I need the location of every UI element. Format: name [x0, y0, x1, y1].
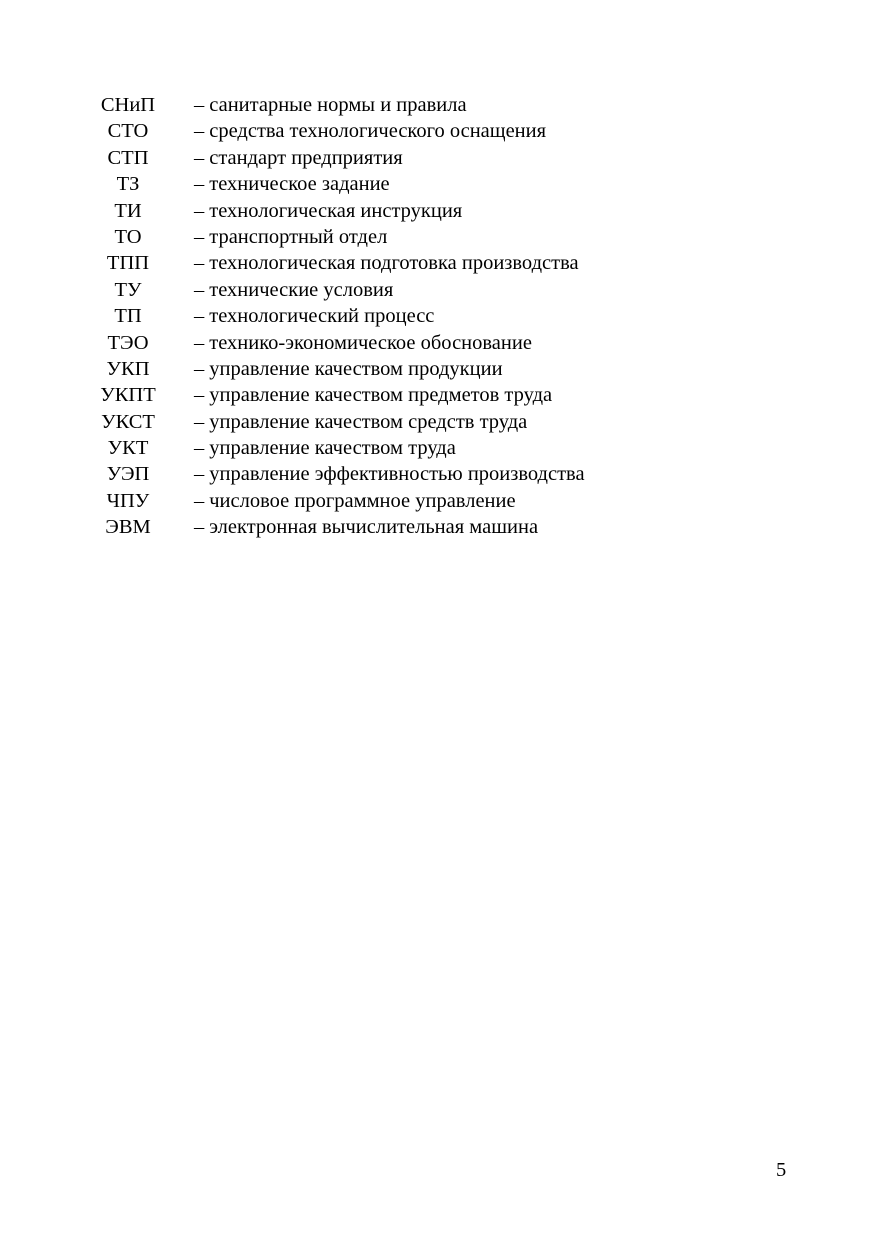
abbreviation-row [96, 118, 585, 144]
abbreviation-row [96, 461, 585, 487]
abbreviation-dash: – [194, 252, 205, 275]
abbreviation-dash: – [194, 437, 205, 460]
abbreviation-definition: управление качеством труда [209, 437, 456, 460]
abbreviation-row [96, 488, 585, 514]
abbreviation-dash: – [194, 146, 205, 169]
abbreviation-dash: – [194, 120, 205, 143]
abbreviation-code: УКСТ [101, 410, 155, 433]
abbreviation-row [96, 145, 585, 171]
abbreviation-definition: электронная вычислительная машина [209, 516, 539, 539]
abbreviation-dash: – [194, 225, 205, 248]
abbreviation-row [96, 250, 585, 276]
abbreviation-definition: управление качеством предметов труда [209, 384, 553, 407]
abbreviation-code: ТУ [114, 278, 142, 301]
abbreviation-dash: – [194, 410, 205, 433]
abbreviation-definition: технико-экономическое обоснование [209, 331, 532, 354]
abbreviation-definition: технологическая инструкция [209, 199, 463, 222]
abbreviation-code: СНиП [100, 94, 156, 116]
page-number: 5 [776, 1159, 787, 1181]
abbreviation-code: ТЗ [116, 173, 140, 196]
abbreviation-row [96, 409, 585, 435]
abbreviation-row [96, 514, 585, 540]
abbreviation-code: ТИ [114, 199, 142, 222]
abbreviation-dash: – [194, 463, 205, 486]
abbreviation-code: СТО [107, 120, 149, 143]
abbreviation-code: УЭП [106, 463, 150, 486]
abbreviation-definition: управление эффективностью производства [209, 463, 585, 486]
abbreviation-definition: числовое программное управление [209, 489, 516, 512]
abbreviation-definition: стандарт предприятия [209, 146, 403, 169]
abbreviation-row [96, 356, 585, 382]
abbreviation-definition: управление качеством средств труда [209, 410, 528, 433]
abbreviation-dash: – [194, 331, 205, 354]
abbreviation-code: УКТ [107, 437, 149, 460]
abbreviation-code: ТПП [106, 252, 150, 275]
abbreviation-code: ТП [114, 305, 142, 328]
abbreviation-list [96, 92, 585, 541]
abbreviation-definition: техническое задание [209, 173, 390, 196]
abbreviation-row [96, 435, 585, 461]
abbreviation-dash: – [194, 94, 205, 116]
abbreviation-definition: управление качеством продукции [209, 357, 503, 380]
abbreviation-code: ТЭО [107, 331, 149, 354]
abbreviation-definition: средства технологического оснащения [209, 120, 547, 143]
abbreviation-code: СТП [107, 146, 149, 169]
abbreviation-row [96, 198, 585, 224]
abbreviation-row [96, 92, 585, 118]
abbreviation-dash: – [194, 199, 205, 222]
abbreviation-row [96, 382, 585, 408]
abbreviation-dash: – [194, 173, 205, 196]
abbreviation-definition: технические условия [209, 278, 394, 301]
abbreviation-row [96, 224, 585, 250]
abbreviation-definition: технологическая подготовка производства [209, 252, 579, 275]
abbreviation-definition: санитарные нормы и правила [209, 94, 467, 116]
abbreviation-dash: – [194, 305, 205, 328]
abbreviation-code: ЧПУ [106, 489, 150, 512]
abbreviation-dash: – [194, 516, 205, 539]
abbreviation-row [96, 171, 585, 197]
abbreviation-row [96, 330, 585, 356]
abbreviation-dash: – [194, 489, 205, 512]
abbreviation-dash: – [194, 278, 205, 301]
abbreviation-dash: – [194, 384, 205, 407]
abbreviation-definition: технологический процесс [209, 305, 435, 328]
abbreviation-dash: – [194, 357, 205, 380]
abbreviation-definition: транспортный отдел [209, 225, 388, 248]
abbreviation-code: УКП [106, 357, 150, 380]
abbreviation-code: ТО [114, 225, 142, 248]
abbreviation-row [96, 303, 585, 329]
abbreviation-row [96, 277, 585, 303]
abbreviation-code: УКПТ [100, 384, 156, 407]
abbreviation-code: ЭВМ [105, 516, 151, 539]
